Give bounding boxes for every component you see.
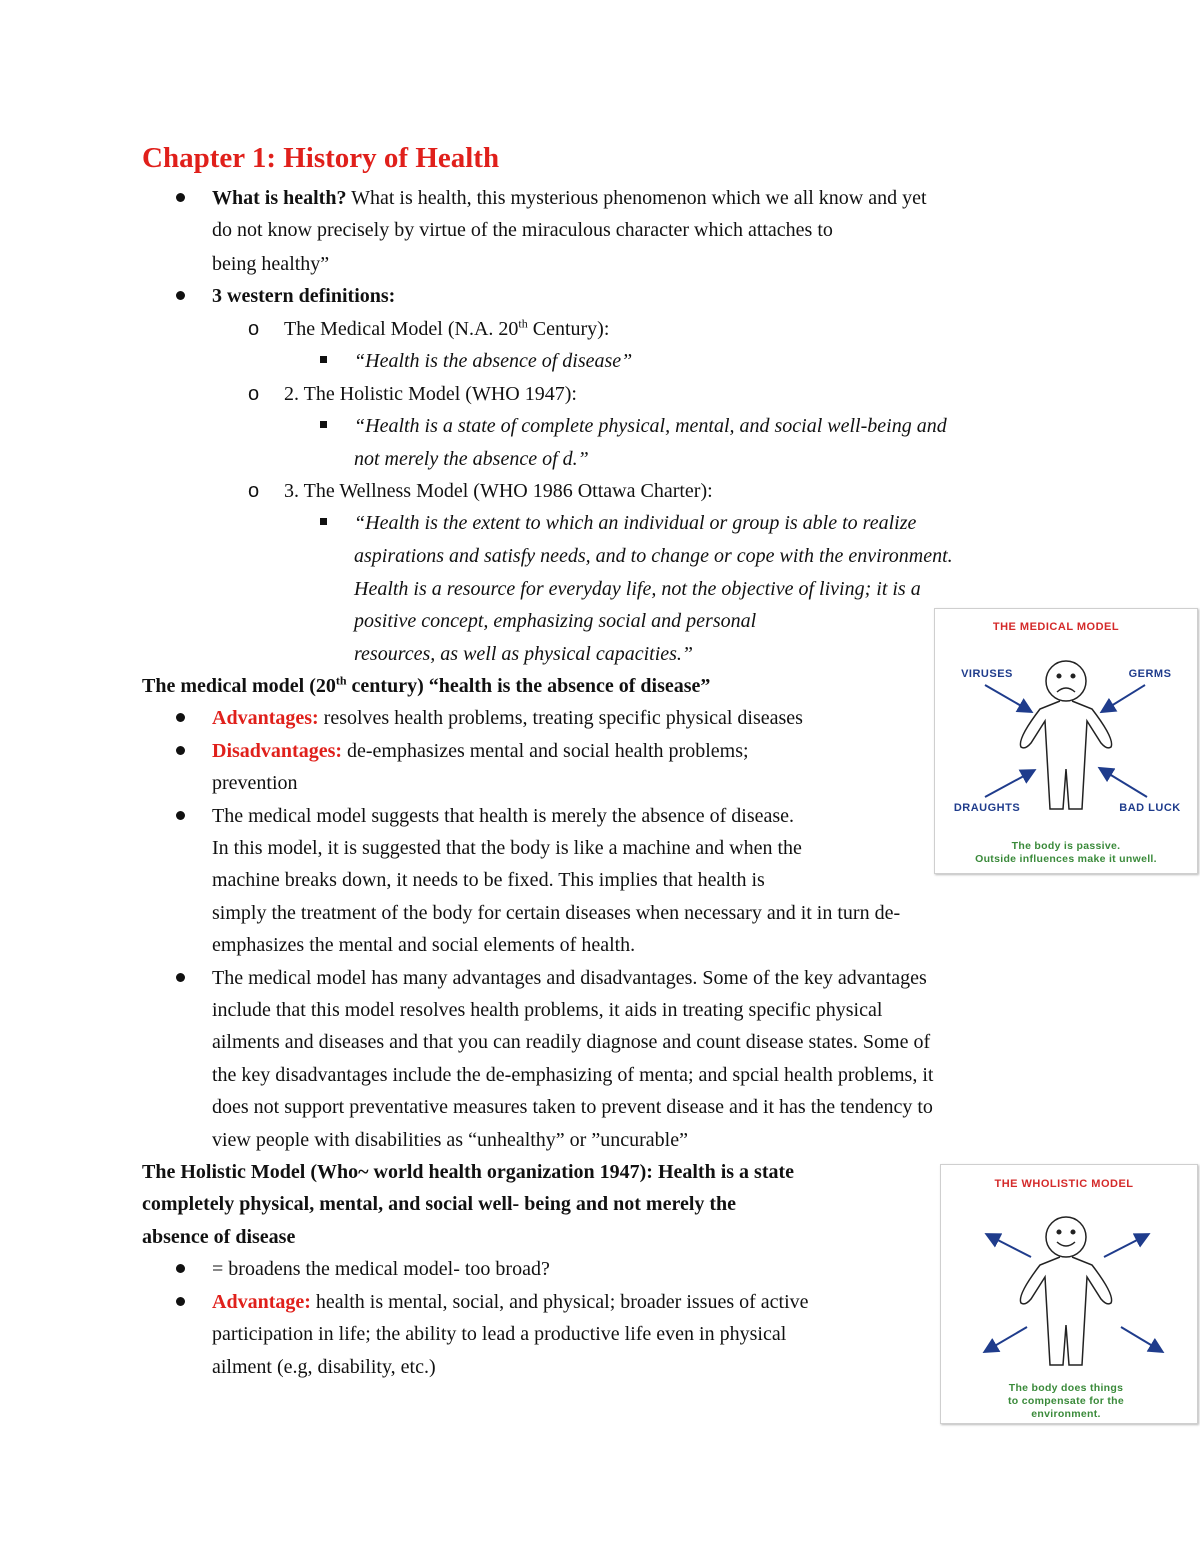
smiling-figure-icon [1020, 1217, 1111, 1365]
arrow-icon [1121, 1327, 1161, 1351]
bullet-icon [176, 973, 185, 982]
holistic-model-label: 2. The Holistic Model (WHO 1947): [284, 383, 577, 405]
label-draughts: DRAUGHTS [953, 802, 1021, 814]
wellness-quote-line-4: positive concept, emphasizing social and personal [354, 610, 757, 632]
bullet-icon [176, 193, 185, 202]
arrow-icon [1101, 769, 1147, 797]
wholistic-caption-line-3: environment. [1031, 1408, 1101, 1420]
wholistic-caption-line-1: The body does things [1008, 1382, 1124, 1394]
definitions-heading: 3 western definitions: [212, 285, 396, 307]
arrow-icon [986, 1327, 1027, 1351]
holistic-advantage-line-2: participation in life; the ability to lead a productive life even in physical [212, 1323, 787, 1345]
bullet-icon [176, 1297, 185, 1306]
holistic-quote-line-2: not merely the absence of d.” [354, 448, 589, 470]
medical-disadvantages-line-2: prevention [212, 772, 298, 794]
medical-paragraph-2-line: include that this model resolves health problems, it aids in treating specific physical [212, 999, 883, 1021]
bullet-icon [176, 1264, 185, 1273]
medical-paragraph-2-line: the key disadvantages include the de-emphasizing of menta; and spcial health problems, it [212, 1064, 934, 1086]
medical-paragraph-2-line: does not support preventative measures taken to prevent disease and it has the tendency to [212, 1096, 933, 1118]
page-title: Chapter 1: History of Health [142, 142, 500, 174]
medical-disadvantages: Disadvantages: de-emphasizes mental and social health problems; [212, 740, 749, 762]
medical-figure-title: THE MEDICAL MODEL [992, 621, 1120, 633]
circle-bullet-icon: o [248, 383, 260, 405]
bullet-icon [176, 746, 185, 755]
label-viruses: VIRUSES [961, 668, 1013, 680]
medical-paragraph-2-line: view people with disabilities as “unhealthy” or ”uncurable” [212, 1129, 688, 1151]
square-bullet-icon [320, 518, 327, 525]
medical-paragraph-1-line: simply the treatment of the body for certain diseases when necessary and it in turn de- [212, 902, 901, 924]
square-bullet-icon [320, 356, 327, 363]
medical-paragraph-2-line: The medical model has many advantages and disadvantages. Some of the key advantages [212, 967, 927, 989]
wholistic-model-figure [940, 1164, 1198, 1424]
medical-paragraph-1-line: emphasizes the mental and social elements of health. [212, 934, 636, 956]
wholistic-caption-line-2: to compensate for the [1008, 1395, 1124, 1407]
medical-paragraph-1-line: machine breaks down, it needs to be fixed. This implies that health is [212, 869, 765, 891]
label-germs: GERMS [1128, 668, 1172, 680]
arrow-icon [1104, 1235, 1147, 1257]
label-bad-luck: BAD LUCK [1119, 802, 1181, 814]
holistic-section-heading: The Holistic Model (Who~ world health organization 1947): Health is a state [142, 1161, 795, 1183]
intro-line-1 [212, 182, 927, 214]
bullet-icon [176, 291, 185, 300]
medical-model-figure [934, 608, 1198, 874]
holistic-section-heading-line-2: completely physical, mental, and social well- being and not merely the [142, 1193, 737, 1215]
medical-caption-line-1: The body is passive. [1011, 840, 1121, 852]
holistic-bullet-broadens: = broadens the medical model- too broad? [212, 1258, 550, 1280]
medical-paragraph-2-line: ailments and diseases and that you can readily diagnose and count disease states. Some of [212, 1031, 931, 1053]
intro-line-3: being healthy” [212, 253, 330, 275]
medical-paragraph-1-line: In this model, it is suggested that the body is like a machine and when the [212, 837, 802, 859]
medical-model-quote: “Health is the absence of disease” [354, 350, 633, 372]
wellness-quote-line-5: resources, as well as physical capacities.” [354, 643, 694, 665]
arrow-icon [988, 1235, 1031, 1257]
bullet-icon [176, 713, 185, 722]
arrow-icon [985, 771, 1033, 797]
wellness-quote-line-1: “Health is the extent to which an individual or group is able to realize [354, 512, 917, 534]
holistic-advantage-line-3: ailment (e.g, disability, etc.) [212, 1356, 436, 1378]
wholistic-figure-title: THE WHOLISTIC MODEL [994, 1178, 1134, 1190]
arrow-icon [985, 685, 1030, 711]
intro-text: What is health, this mysterious phenomenon which we all know and yet [346, 187, 927, 209]
holistic-quote-line-1: “Health is a state of complete physical, mental, and social well-being and [354, 415, 947, 437]
medical-advantages: Advantages: resolves health problems, treating specific physical diseases [212, 707, 803, 729]
sad-figure-icon [1020, 661, 1111, 809]
wellness-quote-line-2: aspirations and satisfy needs, and to change or cope with the environment. [354, 545, 953, 567]
medical-model-label: The Medical Model (N.A. 20th Century): [284, 316, 610, 340]
circle-bullet-icon: o [248, 480, 260, 502]
intro-label: What is health? [212, 187, 347, 209]
square-bullet-icon [320, 421, 327, 428]
wellness-model-label: 3. The Wellness Model (WHO 1986 Ottawa Charter): [284, 480, 713, 502]
wellness-quote-line-3: Health is a resource for everyday life, not the objective of living; it is a [354, 578, 921, 600]
circle-bullet-icon: o [248, 318, 260, 340]
holistic-section-heading-line-3: absence of disease [142, 1226, 296, 1248]
medical-paragraph-1-line: The medical model suggests that health is merely the absence of disease. [212, 805, 795, 827]
bullet-icon [176, 811, 185, 820]
medical-caption-line-2: Outside influences make it unwell. [975, 853, 1157, 865]
arrow-icon [1103, 685, 1145, 711]
holistic-advantage: Advantage: health is mental, social, and physical; broader issues of active [212, 1291, 809, 1313]
medical-section-heading: The medical model (20th century) “health is the absence of disease” [142, 673, 711, 697]
intro-line-2: do not know precisely by virtue of the miraculous character which attaches to [212, 219, 833, 241]
